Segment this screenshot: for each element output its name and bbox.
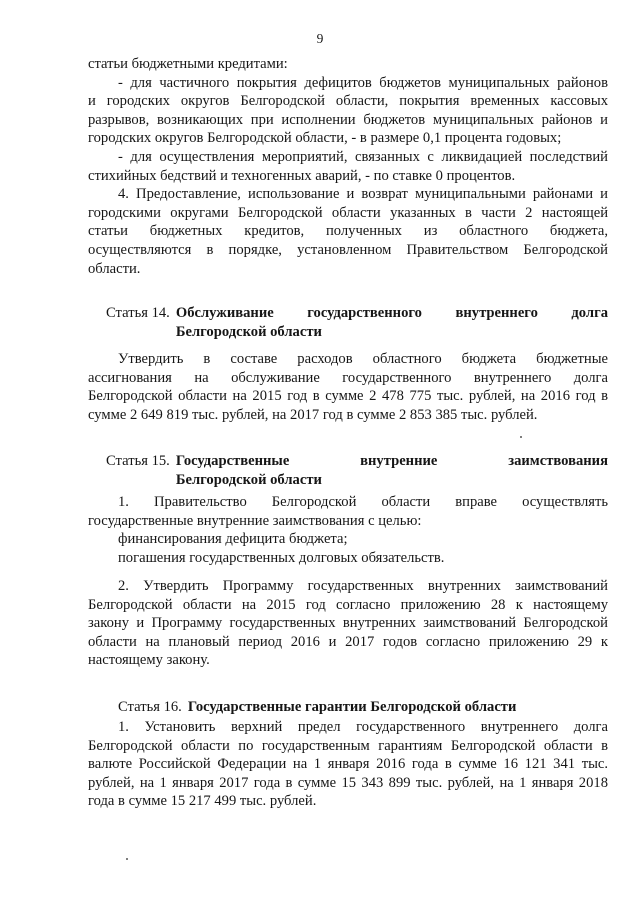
article-14-title: Обслуживание государственного внутреннего долга Белгородской области [175,305,608,340]
purpose-repayment: погашения государственных долговых обязательств. [118,549,445,566]
bullet-partial-deficit: - для частичного покрытия дефицитов бюджетов муниципальных районов и городских округов Белгородской области, покрытия временных кассовых разрывов, возникающих при исполнении бюджетов муниципальных районов и городских округов Белгородской области, - в размере 0,1 процента годовых; [88,74,608,147]
article-16-title: Государственные гарантии Белгородской области [187,699,517,715]
article-14-heading [106,304,608,341]
page-number: 9 [316,31,324,46]
article-14-paragraph: Утвердить в составе расходов областного бюджета бюджетные ассигнования на обслуживание государственного внутреннего долга Белгородской области на 2015 год в сумме 2 478 775 тыс. рублей, на 2016 год в сумме 2 649 819 тыс. рублей, на 2017 год в сумме 2 853 385 тыс. рублей. [88,351,608,423]
article-15-number: Статья 15. [106,453,170,469]
bullet-disaster: - для осуществления мероприятий, связанных с ликвидацией последствий стихийных бедствий и техногенных аварий, - по ставке 0 процентов. [88,148,608,184]
scan-speck [126,858,128,860]
scan-speck [520,436,522,438]
article-15-body [88,493,608,567]
intro-section [88,55,608,278]
article-16-heading [118,698,608,717]
article-15-heading [106,452,608,489]
article-14-number: Статья 14. [106,305,170,321]
article-16-body [88,718,608,811]
article-15-title: Государственные внутренние заимствования Белгородской области [175,453,608,488]
article-15-item-1: 1. Правительство Белгородской области вправе осуществлять государственные внутренние заимствования с целью: [88,494,608,529]
article-16-number: Статья 16. [118,699,182,715]
article-14-body [88,350,608,424]
item-4: 4. Предоставление, использование и возврат муниципальными районами и городскими округами Белгородской области указанных в части 2 настоящей статьи бюджетных кредитов, полученных из областного бюджета, осуществляются в порядке, установленном Правительством Белгородской области. [88,186,608,277]
intro-line: статьи бюджетными кредитами: [88,56,288,72]
article-16-item-1: 1. Установить верхний предел государственного внутреннего долга Белгородской области по государственным гарантиям Белгородской области в валюте Российской Федерации на 1 января 2016 года в сумме 16 121 341 тыс. рублей, на 1 января 2017 года в сумме 15 343 899 тыс. рублей, на 1 января 2018 года в сумме 15 217 499 тыс. рублей. [88,719,608,810]
article-15-item-2-block [88,577,608,670]
purpose-deficit: финансирования дефицита бюджета; [118,531,348,548]
article-15-item-2: 2. Утвердить Программу государственных внутренних заимствований Белгородской области на 2015 год согласно приложению 28 к настоящему закону и Программу государственных внутренних заимствований Белгородской области на плановый период 2016 и 2017 годов согласно приложению 29 к настоящему закону. [88,578,608,669]
